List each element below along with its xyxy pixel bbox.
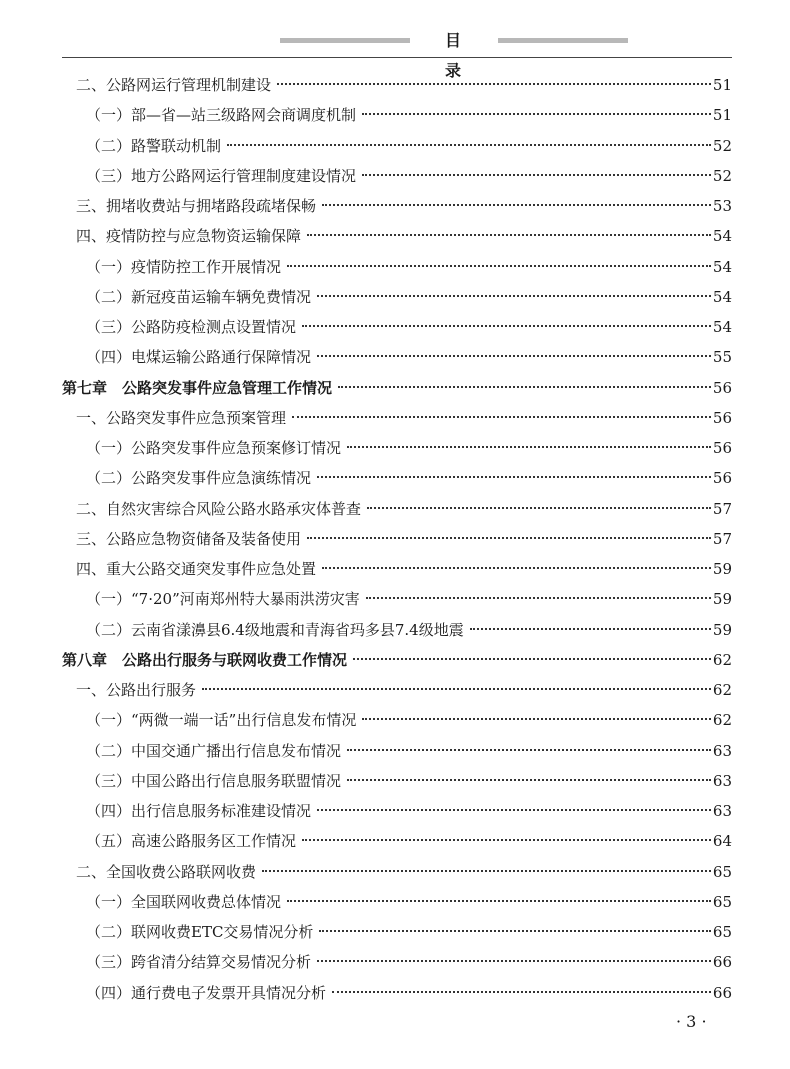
toc-leader-dots (347, 779, 711, 781)
toc-leader-dots (287, 900, 711, 902)
toc-entry-page: 57 (712, 499, 732, 518)
toc-leader-dots (362, 113, 711, 115)
toc-leader-dots (367, 507, 711, 509)
toc-entry-title: （一）“两微一端一话”出行信息发布情况 (86, 711, 357, 730)
toc-entry[interactable] (62, 826, 732, 856)
toc-leader-dots (317, 295, 711, 297)
toc-entry-title: （二）云南省漾濞县6.4级地震和青海省玛多县7.4级地震 (86, 620, 464, 639)
toc-entry[interactable] (62, 342, 732, 372)
toc-entry-title: 四、重大公路交通突发事件应急处置 (76, 560, 317, 578)
toc-leader-dots (366, 597, 711, 599)
toc-title: 目 录 (444, 31, 483, 80)
toc-entry-title: （一）全国联网收费总体情况 (86, 892, 282, 911)
toc-leader-dots (302, 839, 711, 841)
toc-leader-dots (287, 265, 711, 267)
toc-entry[interactable] (62, 857, 732, 887)
toc-chapter-entry[interactable] (62, 373, 732, 403)
toc-entry-page: 57 (712, 529, 732, 548)
toc-entry[interactable] (62, 100, 732, 130)
toc-entry-title: （二）公路突发事件应急演练情况 (86, 469, 312, 488)
toc-entry[interactable] (62, 736, 732, 766)
toc-entry-title: （二）中国交通广播出行信息发布情况 (86, 741, 342, 760)
toc-entry-title: 四、疫情防控与应急物资运输保障 (76, 227, 302, 246)
toc-entry-title: （二）路警联动机制 (86, 136, 222, 155)
toc-entry-title: 一、公路出行服务 (76, 681, 197, 699)
toc-entry[interactable] (62, 433, 732, 463)
toc-entry-page: 54 (712, 318, 732, 336)
toc-entry[interactable] (62, 887, 732, 917)
header-rule (62, 57, 732, 58)
toc-leader-dots (362, 174, 711, 176)
toc-entry-title: （三）公路防疫检测点设置情况 (86, 318, 297, 336)
toc-entry-page: 55 (712, 348, 732, 367)
toc-entry-page: 63 (712, 802, 732, 820)
toc-leader-dots (317, 355, 711, 357)
toc-entry-page: 59 (712, 590, 732, 609)
toc-entry-page: 63 (712, 771, 732, 790)
toc-leader-dots (347, 446, 711, 448)
toc-entry[interactable] (62, 463, 732, 493)
toc-entry-page: 65 (712, 923, 732, 941)
page-number: · 3 · (676, 1012, 707, 1031)
toc-entry-page: 63 (712, 741, 732, 760)
toc-entry-title: （二）联网收费ETC交易情况分析 (86, 923, 314, 941)
toc-entry-title: 一、公路突发事件应急预案管理 (76, 408, 287, 427)
toc-entry[interactable] (62, 917, 732, 947)
toc-entry-title: （三）跨省清分结算交易情况分析 (86, 953, 312, 972)
toc-entry-page: 62 (712, 681, 732, 699)
toc-leader-dots (307, 537, 711, 539)
toc-leader-dots (277, 83, 711, 85)
toc-header (62, 26, 732, 80)
toc-entry[interactable] (62, 978, 732, 1008)
toc-entry-title: （五）高速公路服务区工作情况 (86, 832, 297, 851)
toc-entry-page: 66 (712, 983, 732, 1002)
toc-entry[interactable] (62, 70, 732, 100)
toc-entry-title: （四）出行信息服务标准建设情况 (86, 802, 312, 820)
toc-entry[interactable] (62, 161, 732, 191)
toc-entry-page: 52 (712, 136, 732, 155)
toc-entry-page: 51 (712, 106, 732, 125)
toc-leader-dots (227, 144, 711, 146)
toc-entry-page: 54 (712, 287, 732, 306)
toc-entry-page: 52 (712, 166, 732, 185)
toc-chapter-entry[interactable] (62, 645, 732, 675)
toc-entry-title: 三、拥堵收费站与拥堵路段疏堵保畅 (76, 197, 317, 215)
toc-leader-dots (332, 991, 711, 993)
toc-entry-title: 二、自然灾害综合风险公路水路承灾体普查 (76, 499, 362, 518)
toc-entry-page: 62 (712, 650, 732, 669)
toc-leader-dots (319, 930, 710, 932)
toc-entry[interactable] (62, 615, 732, 645)
toc-entry[interactable] (62, 131, 732, 161)
toc-entry[interactable] (62, 494, 732, 524)
toc-leader-dots (362, 718, 711, 720)
toc-entry-title: （四）通行费电子发票开具情况分析 (86, 983, 327, 1002)
toc-entry-page: 53 (712, 197, 732, 215)
toc-entry-title: （二）新冠疫苗运输车辆免费情况 (86, 287, 312, 306)
toc-entry-page: 56 (712, 439, 732, 457)
toc-leader-dots (292, 416, 711, 418)
toc-entry-title: （四）电煤运输公路通行保障情况 (86, 348, 312, 367)
toc-entry-page: 54 (712, 227, 732, 246)
toc-leader-dots (307, 234, 711, 236)
toc-leader-dots (338, 386, 711, 388)
toc-entry-page: 62 (712, 711, 732, 730)
toc-entry-page: 56 (712, 408, 732, 427)
toc-entry[interactable] (62, 403, 732, 433)
toc-entry[interactable] (62, 524, 732, 554)
toc-entry-title: 第八章 公路出行服务与联网收费工作情况 (62, 650, 348, 669)
toc-entry-page: 59 (712, 560, 732, 578)
toc-entry[interactable] (62, 312, 732, 342)
toc-entry-page: 66 (712, 953, 732, 972)
toc-entry-page: 51 (712, 76, 732, 94)
toc-entry[interactable] (62, 796, 732, 826)
toc-entry-title: （一）公路突发事件应急预案修订情况 (86, 439, 342, 457)
toc-leader-dots (202, 688, 711, 690)
toc-entry[interactable] (62, 221, 732, 251)
toc-leader-dots (317, 960, 711, 962)
toc-leader-dots (322, 567, 711, 569)
toc-entry[interactable] (62, 675, 732, 705)
toc-leader-dots (302, 325, 711, 327)
toc-leader-dots (317, 476, 711, 478)
toc-entry-page: 65 (712, 862, 732, 881)
toc-leader-dots (262, 870, 711, 872)
toc-entry[interactable] (62, 766, 732, 796)
toc-entry-page: 65 (712, 892, 732, 911)
toc-entry-page: 56 (712, 378, 732, 397)
toc-entry-page: 54 (712, 257, 732, 276)
toc-leader-dots (317, 809, 711, 811)
toc-leader-dots (347, 749, 711, 751)
header-decor-bar-right (498, 38, 628, 43)
header-decor-bar-left (280, 38, 410, 43)
toc-leader-dots (353, 658, 711, 660)
toc-entry[interactable] (62, 584, 732, 614)
toc-entry[interactable] (62, 252, 732, 282)
toc-entry-title: 二、公路网运行管理机制建设 (76, 76, 272, 94)
toc-entry-title: （一）部—省—站三级路网会商调度机制 (86, 106, 357, 125)
toc-entry-page: 56 (712, 469, 732, 488)
toc-entry-title: （一）“7·20”河南郑州特大暴雨洪涝灾害 (86, 590, 360, 609)
toc-entry-title: 二、全国收费公路联网收费 (76, 862, 257, 881)
toc-leader-dots (470, 628, 711, 630)
toc-entry-title: （一）疫情防控工作开展情况 (86, 257, 282, 276)
toc-leader-dots (322, 204, 711, 206)
toc-entry[interactable] (62, 554, 732, 584)
toc-entry[interactable] (62, 282, 732, 312)
toc-entry-title: （三）地方公路网运行管理制度建设情况 (86, 166, 357, 185)
toc-entry-title: （三）中国公路出行信息服务联盟情况 (86, 771, 342, 790)
toc-entry[interactable] (62, 947, 732, 977)
toc-entry-page: 64 (712, 832, 732, 851)
toc-entry-title: 三、公路应急物资储备及装备使用 (76, 529, 302, 548)
toc-entry[interactable] (62, 705, 732, 735)
toc-entry-page: 59 (712, 620, 732, 639)
toc-entry-title: 第七章 公路突发事件应急管理工作情况 (62, 378, 333, 397)
toc-entry[interactable] (62, 191, 732, 221)
toc-list (62, 70, 732, 1008)
